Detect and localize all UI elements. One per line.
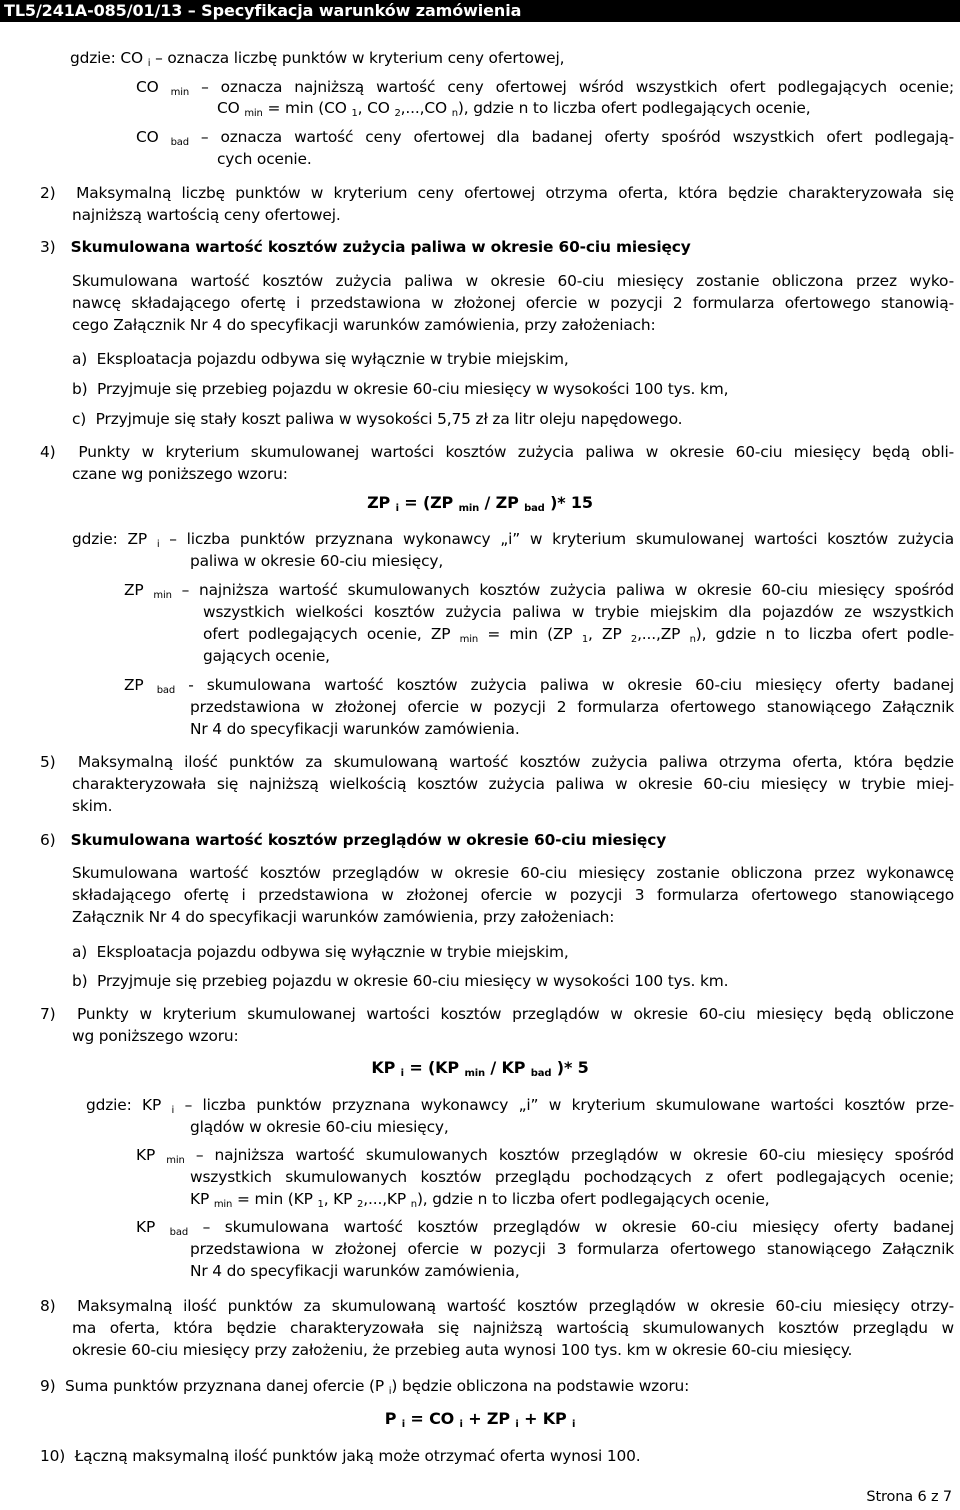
text-line: a) Eksploatacja pojazdu odbywa się wyłącznie w trybie miejskim,	[72, 943, 569, 961]
text-line: CO $_{min}$ = min (CO $_1$, CO $_2$,...,CO $_n$), gdzie n to liczba ofert podlegających ocenie,	[217, 99, 811, 119]
text-line: najniższą wartością ceny ofertowej.	[72, 206, 341, 224]
text-line: CO $_{min}$ – oznacza najniższą wartość ceny ofertowej wśród wszystkich ofert podlegających ocenie;	[136, 78, 954, 97]
text-line: wszystkich skumulowanych kosztów przeglądu pochodzących z ofert podlegających ocenie;	[190, 1168, 954, 1186]
text-line: 7) Punkty w kryterium skumulowanej wartości kosztów przeglądów w okresie 60-ciu miesięcy będą obliczone	[40, 1005, 954, 1023]
text-line: a) Eksploatacja pojazdu odbywa się wyłącznie w trybie miejskim,	[72, 350, 569, 368]
text-line: paliwa w okresie 60-ciu miesięcy,	[190, 552, 444, 570]
text-line: glądów w okresie 60-ciu miesięcy,	[190, 1118, 449, 1136]
text-line: Nr 4 do specyfikacji warunków zamówienia.	[190, 720, 520, 738]
text-line: KP $_{min}$ = min (KP $_1$, KP $_2$,...,KP $_n$), gdzie n to liczba ofert podlegających ocenie,	[190, 1190, 770, 1210]
text-line: CO $_{bad}$ – oznacza wartość ceny ofertowej dla badanej oferty spośród wszystkich ofert podlegają-	[136, 128, 954, 147]
text-line: KP $_{min}$ – najniższa wartość skumulowanych kosztów przeglądów w okresie 60-ciu miesięcy spośród	[136, 1146, 954, 1165]
text-line: 9) Suma punktów przyznana danej ofercie (P $_i$) będzie obliczona na podstawie wzoru:	[40, 1377, 690, 1397]
text-line: Skumulowana wartość kosztów zużycia paliwa w okresie 60-ciu miesięcy zostanie obliczona przez wyko-	[72, 272, 954, 290]
text-line: wg poniższego wzoru:	[72, 1027, 239, 1045]
text-line: gdzie: KP $_i$ – liczba punktów przyznana wykonawcy „i” w kryterium skumulowane wartości kosztów prze-	[86, 1096, 954, 1115]
text-line: gdzie: CO $_i$ – oznacza liczbę punktów w kryterium ceny ofertowej,	[70, 49, 565, 69]
text-line: cego Załącznik Nr 4 do specyfikacji warunków zamówienia, przy założeniach:	[72, 316, 656, 334]
formula: ZP $_i$ = (ZP $_{min}$ / ZP $_{bad}$ )* 15	[367, 493, 593, 514]
text-line: 10) Łączną maksymalną ilość punktów jaką może otrzymać oferta wynosi 100.	[40, 1447, 641, 1465]
text-line: składającego ofertę i przedstawiona w złożonej ofercie w pozycji 3 formularza ofertowego stanowiącego	[72, 886, 954, 904]
text-line: Skumulowana wartość kosztów przeglądów w okresie 60-ciu miesięcy zostanie obliczona przez wykonawcę	[72, 864, 954, 882]
text-line: ofert podlegających ocenie, ZP $_{min}$ = min (ZP $_1$, ZP $_2$,...,ZP $_n$), gdzie n to liczba ofert podle-	[203, 625, 954, 644]
text-line: ZP $_{min}$ – najniższa wartość skumulowanych kosztów zużycia paliwa w okresie 60-ciu miesięcy spośród	[124, 581, 954, 600]
page-number: Strona 6 z 7	[866, 1489, 952, 1505]
text-line: charakteryzowała się najniższą wielkością kosztów zużycia paliwa w okresie 60-ciu miesięcy w trybie miej-	[72, 775, 954, 793]
text-line: cych ocenie.	[217, 150, 312, 168]
formula: KP $_i$ = (KP $_{min}$ / KP $_{bad}$ )* 5	[371, 1058, 589, 1079]
header-bar	[0, 0, 960, 22]
text-line: gających ocenie,	[203, 647, 330, 665]
text-line: czane wg poniższego wzoru:	[72, 465, 288, 483]
text-line: ma oferta, która będzie charakteryzowała się najniższą wartością skumulowanych kosztów przeglądu w	[72, 1319, 954, 1337]
document-title: TL5/241A-085/01/13 – Specyfikacja warunków zamówienia	[4, 1, 522, 20]
text-line: c) Przyjmuje się stały koszt paliwa w wysokości 5,75 zł za litr oleju napędowego.	[72, 410, 683, 428]
text-line: Załącznik Nr 4 do specyfikacji warunków zamówienia, przy założeniach:	[72, 908, 615, 926]
text-line: nawcę składającego ofertę i przedstawiona w złożonej ofercie w pozycji 2 formularza ofertowego stanowią-	[72, 294, 954, 312]
text-line: 8) Maksymalną ilość punktów za skumulowaną wartość kosztów przeglądów w okresie 60-ciu miesięcy otrzy-	[40, 1297, 954, 1315]
formula: P $_i$ = CO $_i$ + ZP $_i$ + KP $_i$	[384, 1409, 576, 1430]
text-line: okresie 60-ciu miesięcy przy założeniu, że przebieg auta wynosi 100 tys. km w okresie 60-ciu miesięcy.	[72, 1341, 853, 1359]
text-line: ZP $_{bad}$ - skumulowana wartość kosztów zużycia paliwa w okresie 60-ciu miesięcy oferty badanej	[124, 676, 954, 695]
text-line: przedstawiona w złożonej ofercie w pozycji 2 formularza ofertowego stanowiącego Załącznik	[190, 698, 954, 716]
text-line: 5) Maksymalną ilość punktów za skumulowaną wartość kosztów zużycia paliwa otrzyma oferta, która będzie	[40, 753, 954, 771]
section-heading: 6) Skumulowana wartość kosztów przeglądów w okresie 60-ciu miesięcy	[40, 831, 667, 849]
text-line: KP $_{bad}$ – skumulowana wartość kosztów przeglądów w okresie 60-ciu miesięcy oferty badanej	[136, 1218, 954, 1237]
text-line: b) Przyjmuje się przebieg pojazdu w okresie 60-ciu miesięcy w wysokości 100 tys. km.	[72, 972, 729, 990]
section-heading: 3) Skumulowana wartość kosztów zużycia paliwa w okresie 60-ciu miesięcy	[40, 238, 691, 256]
text-line: wszystkich wielkości kosztów zużycia paliwa w trybie miejskim dla pojazdów ze wszystkich	[203, 603, 954, 621]
text-line: b) Przyjmuje się przebieg pojazdu w okresie 60-ciu miesięcy w wysokości 100 tys. km,	[72, 380, 729, 398]
text-line: 4) Punkty w kryterium skumulowanej wartości kosztów zużycia paliwa w okresie 60-ciu miesięcy będą obli-	[40, 443, 954, 461]
text-line: Nr 4 do specyfikacji warunków zamówienia,	[190, 1262, 520, 1280]
text-line: gdzie: ZP $_i$ – liczba punktów przyznana wykonawcy „i” w kryterium skumulowanej wartości kosztów zużycia	[72, 530, 954, 549]
text-line: skim.	[72, 797, 113, 815]
text-line: 2) Maksymalną liczbę punktów w kryterium ceny ofertowej otrzyma oferta, która będzie charakteryzowała się	[40, 184, 954, 202]
text-line: przedstawiona w złożonej ofercie w pozycji 3 formularza ofertowego stanowiącego Załącznik	[190, 1240, 954, 1258]
